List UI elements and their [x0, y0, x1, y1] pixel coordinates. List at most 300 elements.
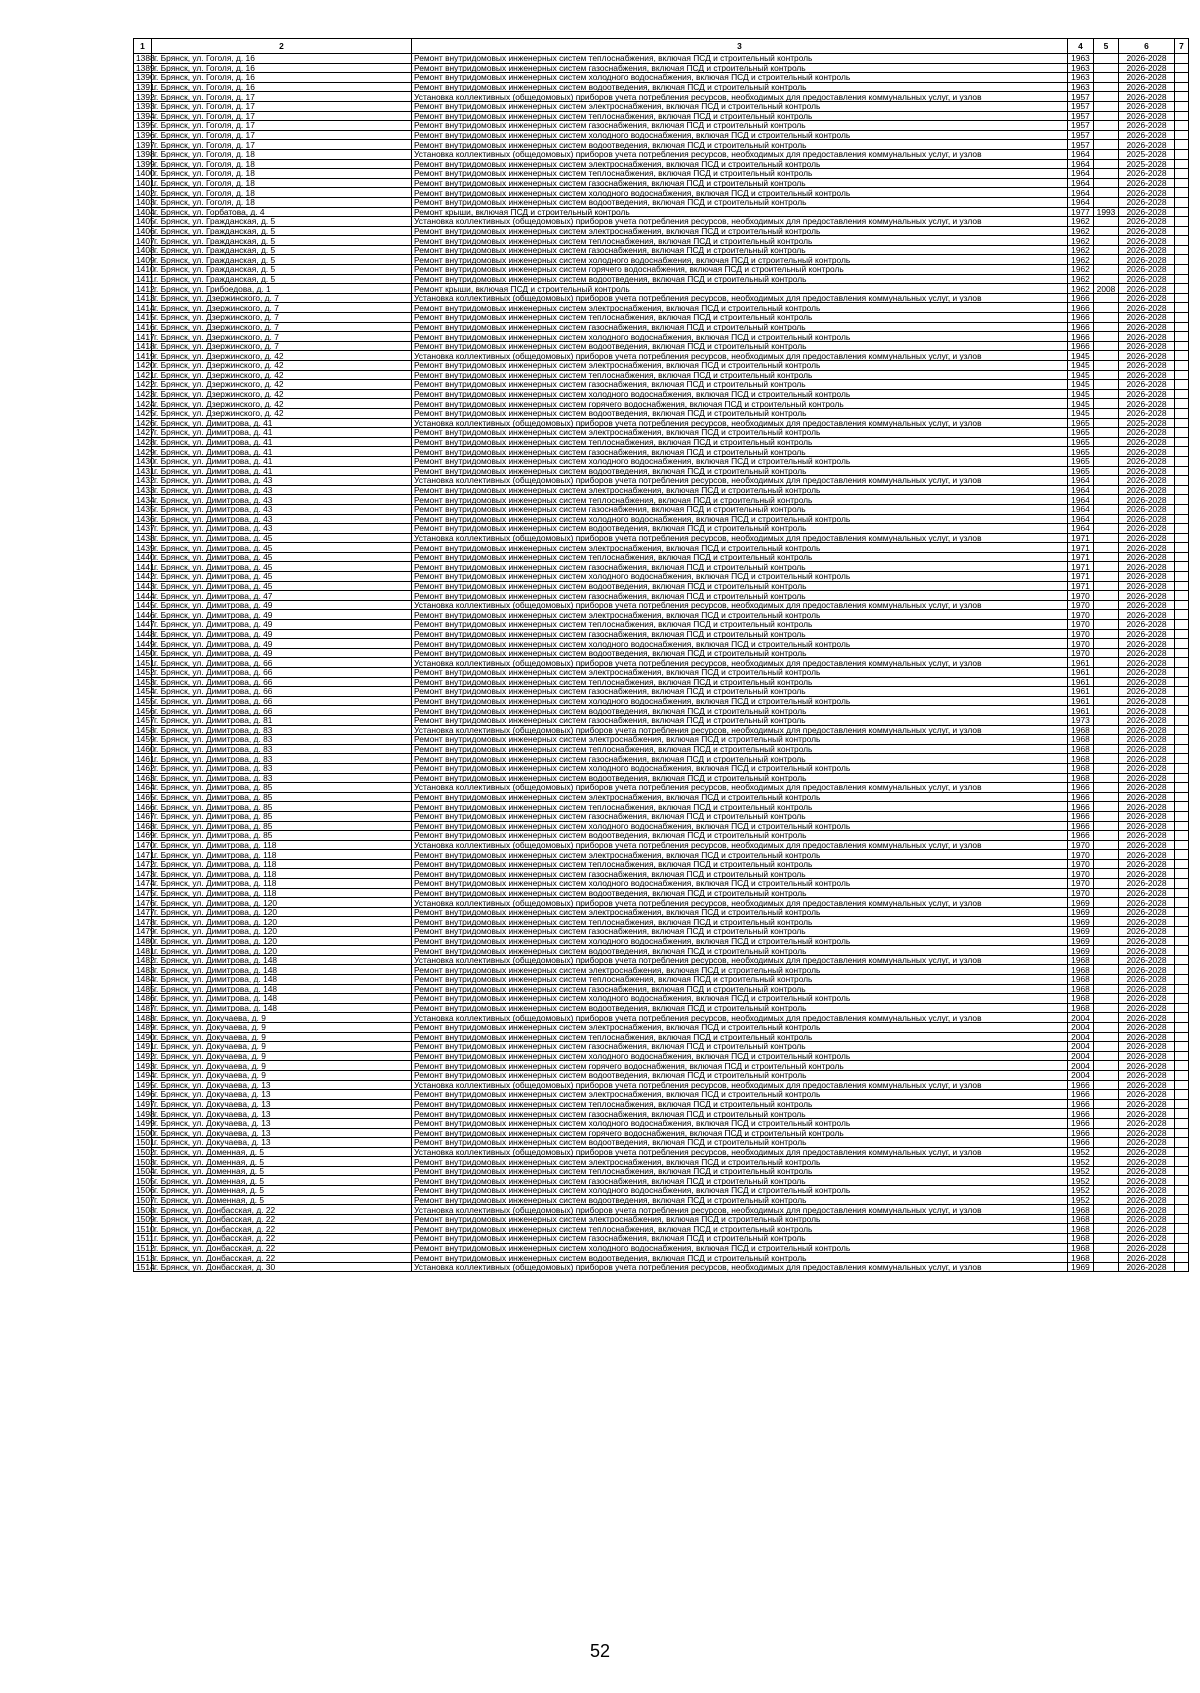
- empty-cell: [1175, 111, 1189, 121]
- address-cell: г. Брянск, ул. Донбасская, д. 22: [152, 1234, 412, 1244]
- work-type-cell: Установка коллективных (общедомовых) приборов учета потребления ресурсов, необходимых для предоставления коммунальных услуг, и узлов: [412, 1013, 1068, 1023]
- empty-cell: [1175, 735, 1189, 745]
- address-cell: г. Брянск, ул. Гражданская, д. 5: [152, 255, 412, 265]
- empty-cell: [1175, 639, 1189, 649]
- table-row: [134, 783, 1189, 793]
- row-number-cell: 1440: [134, 552, 152, 562]
- period-cell: 2026-2028: [1119, 504, 1175, 514]
- work-type-cell: Ремонт внутридомовых инженерных систем водоотведения, включая ПСД и строительный контроль: [412, 408, 1068, 418]
- address-cell: г. Брянск, ул. Димитрова, д. 83: [152, 725, 412, 735]
- empty-cell: [1175, 456, 1189, 466]
- build-year-cell: 1968: [1068, 1003, 1094, 1013]
- repair-year-cell: [1094, 82, 1119, 92]
- work-type-cell: Ремонт внутридомовых инженерных систем теплоснабжения, включая ПСД и строительный контроль: [412, 1099, 1068, 1109]
- period-cell: 2026-2028: [1119, 476, 1175, 486]
- work-type-cell: Ремонт внутридомовых инженерных систем водоотведения, включая ПСД и строительный контроль: [412, 706, 1068, 716]
- period-cell: 2026-2028: [1119, 879, 1175, 889]
- table-row: [134, 907, 1189, 917]
- period-cell: 2026-2028: [1119, 1109, 1175, 1119]
- period-cell: 2026-2028: [1119, 763, 1175, 773]
- empty-cell: [1175, 207, 1189, 217]
- repair-year-cell: [1094, 1186, 1119, 1196]
- address-cell: г. Брянск, ул. Димитрова, д. 49: [152, 629, 412, 639]
- row-number-cell: 1485: [134, 984, 152, 994]
- empty-cell: [1175, 1070, 1189, 1080]
- build-year-cell: 2004: [1068, 1013, 1094, 1023]
- build-year-cell: 1963: [1068, 82, 1094, 92]
- period-cell: 2026-2028: [1119, 811, 1175, 821]
- address-cell: г. Брянск, ул. Грибоедова, д. 1: [152, 284, 412, 294]
- build-year-cell: 1963: [1068, 73, 1094, 83]
- repair-year-cell: [1094, 1195, 1119, 1205]
- empty-cell: [1175, 293, 1189, 303]
- repair-year-cell: [1094, 476, 1119, 486]
- empty-cell: [1175, 533, 1189, 543]
- build-year-cell: 1964: [1068, 504, 1094, 514]
- address-cell: г. Брянск, ул. Димитрова, д. 120: [152, 917, 412, 927]
- build-year-cell: 1964: [1068, 514, 1094, 524]
- work-type-cell: Установка коллективных (общедомовых) приборов учета потребления ресурсов, необходимых для предоставления коммунальных услуг, и узлов: [412, 600, 1068, 610]
- table-row: [134, 1243, 1189, 1253]
- repair-year-cell: [1094, 936, 1119, 946]
- build-year-cell: 1945: [1068, 399, 1094, 409]
- table-row: [134, 936, 1189, 946]
- period-cell: 2026-2028: [1119, 984, 1175, 994]
- work-type-cell: Ремонт внутридомовых инженерных систем теплоснабжения, включая ПСД и строительный контроль: [412, 859, 1068, 869]
- address-cell: г. Брянск, ул. Димитрова, д. 148: [152, 1003, 412, 1013]
- period-cell: 2026-2028: [1119, 936, 1175, 946]
- repair-year-cell: [1094, 946, 1119, 956]
- repair-year-cell: [1094, 687, 1119, 697]
- build-year-cell: 1966: [1068, 293, 1094, 303]
- table-row: [134, 850, 1189, 860]
- repair-year-cell: [1094, 648, 1119, 658]
- repair-year-cell: [1094, 725, 1119, 735]
- table-row: [134, 975, 1189, 985]
- work-type-cell: Ремонт внутридомовых инженерных систем электроснабжения, включая ПСД и строительный контроль: [412, 1090, 1068, 1100]
- period-cell: 2025-2028: [1119, 149, 1175, 159]
- table-row: [134, 332, 1189, 342]
- build-year-cell: 1970: [1068, 840, 1094, 850]
- repair-year-cell: [1094, 111, 1119, 121]
- repair-year-cell: [1094, 581, 1119, 591]
- build-year-cell: 1968: [1068, 744, 1094, 754]
- repair-year-cell: [1094, 1099, 1119, 1109]
- address-cell: г. Брянск, ул. Гоголя, д. 18: [152, 159, 412, 169]
- period-cell: 2026-2028: [1119, 658, 1175, 668]
- address-cell: г. Брянск, ул. Гражданская, д. 5: [152, 217, 412, 227]
- work-type-cell: Ремонт внутридомовых инженерных систем холодного водоснабжения, включая ПСД и строительный контроль: [412, 763, 1068, 773]
- table-row: [134, 1032, 1189, 1042]
- empty-cell: [1175, 783, 1189, 793]
- empty-cell: [1175, 591, 1189, 601]
- empty-cell: [1175, 725, 1189, 735]
- table-row: [134, 1070, 1189, 1080]
- repair-year-cell: [1094, 1070, 1119, 1080]
- table-row: [134, 1051, 1189, 1061]
- work-type-cell: Ремонт внутридомовых инженерных систем теплоснабжения, включая ПСД и строительный контроль: [412, 495, 1068, 505]
- row-number-cell: 1467: [134, 811, 152, 821]
- build-year-cell: 1945: [1068, 408, 1094, 418]
- empty-cell: [1175, 543, 1189, 553]
- build-year-cell: 1969: [1068, 917, 1094, 927]
- build-year-cell: 1973: [1068, 715, 1094, 725]
- row-number-cell: 1511: [134, 1234, 152, 1244]
- build-year-cell: 1957: [1068, 140, 1094, 150]
- work-type-cell: Ремонт внутридомовых инженерных систем газоснабжения, включая ПСД и строительный контроль: [412, 927, 1068, 937]
- row-number-cell: 1400: [134, 169, 152, 179]
- build-year-cell: 1964: [1068, 169, 1094, 179]
- work-type-cell: Ремонт внутридомовых инженерных систем газоснабжения, включая ПСД и строительный контроль: [412, 1042, 1068, 1052]
- repair-year-cell: [1094, 591, 1119, 601]
- address-cell: г. Брянск, ул. Докучаева, д. 9: [152, 1022, 412, 1032]
- period-cell: 2026-2028: [1119, 197, 1175, 207]
- period-cell: 2026-2028: [1119, 351, 1175, 361]
- work-type-cell: Установка коллективных (общедомовых) приборов учета потребления ресурсов, необходимых для предоставления коммунальных услуг, и узлов: [412, 725, 1068, 735]
- work-type-cell: Установка коллективных (общедомовых) приборов учета потребления ресурсов, необходимых для предоставления коммунальных услуг, и узлов: [412, 840, 1068, 850]
- build-year-cell: 2004: [1068, 1070, 1094, 1080]
- address-cell: г. Брянск, ул. Горбатова, д. 4: [152, 207, 412, 217]
- row-number-cell: 1435: [134, 504, 152, 514]
- row-number-cell: 1405: [134, 217, 152, 227]
- empty-cell: [1175, 63, 1189, 73]
- work-type-cell: Ремонт внутридомовых инженерных систем газоснабжения, включая ПСД и строительный контроль: [412, 629, 1068, 639]
- table-row: [134, 1195, 1189, 1205]
- work-type-cell: Ремонт внутридомовых инженерных систем электроснабжения, включая ПСД и строительный контроль: [412, 1214, 1068, 1224]
- work-type-cell: Установка коллективных (общедомовых) приборов учета потребления ресурсов, необходимых для предоставления коммунальных услуг, и узлов: [412, 898, 1068, 908]
- empty-cell: [1175, 466, 1189, 476]
- build-year-cell: 1965: [1068, 437, 1094, 447]
- address-cell: г. Брянск, ул. Димитрова, д. 66: [152, 658, 412, 668]
- empty-cell: [1175, 485, 1189, 495]
- empty-cell: [1175, 169, 1189, 179]
- build-year-cell: 1962: [1068, 217, 1094, 227]
- column-header: 6: [1119, 39, 1175, 54]
- row-number-cell: 1448: [134, 629, 152, 639]
- repair-year-cell: [1094, 975, 1119, 985]
- work-type-cell: Ремонт внутридомовых инженерных систем электроснабжения, включая ПСД и строительный контроль: [412, 1157, 1068, 1167]
- row-number-cell: 1501: [134, 1138, 152, 1148]
- build-year-cell: 1961: [1068, 687, 1094, 697]
- address-cell: г. Брянск, ул. Димитрова, д. 43: [152, 504, 412, 514]
- row-number-cell: 1514: [134, 1262, 152, 1272]
- table-row: [134, 428, 1189, 438]
- build-year-cell: 1968: [1068, 1224, 1094, 1234]
- repair-year-cell: [1094, 994, 1119, 1004]
- period-cell: 2026-2028: [1119, 1243, 1175, 1253]
- empty-cell: [1175, 581, 1189, 591]
- row-number-cell: 1393: [134, 101, 152, 111]
- row-number-cell: 1463: [134, 773, 152, 783]
- work-type-cell: Ремонт внутридомовых инженерных систем холодного водоснабжения, включая ПСД и строительный контроль: [412, 1186, 1068, 1196]
- empty-cell: [1175, 879, 1189, 889]
- row-number-cell: 1425: [134, 408, 152, 418]
- build-year-cell: 1977: [1068, 207, 1094, 217]
- repair-year-cell: [1094, 1234, 1119, 1244]
- table-row: [134, 840, 1189, 850]
- address-cell: г. Брянск, ул. Димитрова, д. 120: [152, 898, 412, 908]
- table-row: [134, 715, 1189, 725]
- empty-cell: [1175, 188, 1189, 198]
- column-header: 1: [134, 39, 152, 54]
- period-cell: 2026-2028: [1119, 1234, 1175, 1244]
- table-row: [134, 130, 1189, 140]
- build-year-cell: 1966: [1068, 811, 1094, 821]
- repair-year-cell: [1094, 63, 1119, 73]
- empty-cell: [1175, 936, 1189, 946]
- repair-year-cell: [1094, 370, 1119, 380]
- empty-cell: [1175, 1214, 1189, 1224]
- empty-cell: [1175, 399, 1189, 409]
- row-number-cell: 1496: [134, 1090, 152, 1100]
- period-cell: 2026-2028: [1119, 668, 1175, 678]
- table-row: [134, 562, 1189, 572]
- row-number-cell: 1494: [134, 1070, 152, 1080]
- work-type-cell: Ремонт внутридомовых инженерных систем газоснабжения, включая ПСД и строительный контроль: [412, 1109, 1068, 1119]
- repair-year-cell: [1094, 293, 1119, 303]
- address-cell: г. Брянск, ул. Димитрова, д. 148: [152, 994, 412, 1004]
- repair-year-cell: [1094, 361, 1119, 371]
- period-cell: 2026-2028: [1119, 994, 1175, 1004]
- build-year-cell: 1961: [1068, 658, 1094, 668]
- build-year-cell: 2004: [1068, 1061, 1094, 1071]
- build-year-cell: 1970: [1068, 629, 1094, 639]
- work-type-cell: Ремонт внутридомовых инженерных систем холодного водоснабжения, включая ПСД и строительный контроль: [412, 696, 1068, 706]
- table-row: [134, 927, 1189, 937]
- empty-cell: [1175, 1032, 1189, 1042]
- table-row: [134, 437, 1189, 447]
- repair-year-cell: [1094, 188, 1119, 198]
- repair-year-cell: [1094, 389, 1119, 399]
- build-year-cell: 1970: [1068, 610, 1094, 620]
- table-row: [134, 658, 1189, 668]
- repair-year-cell: [1094, 1166, 1119, 1176]
- table-row: [134, 1003, 1189, 1013]
- row-number-cell: 1417: [134, 332, 152, 342]
- empty-cell: [1175, 1195, 1189, 1205]
- repair-year-cell: [1094, 917, 1119, 927]
- repair-year-cell: [1094, 802, 1119, 812]
- period-cell: 2026-2028: [1119, 485, 1175, 495]
- row-number-cell: 1492: [134, 1051, 152, 1061]
- build-year-cell: 1966: [1068, 1138, 1094, 1148]
- period-cell: 2026-2028: [1119, 428, 1175, 438]
- address-cell: г. Брянск, ул. Гоголя, д. 17: [152, 101, 412, 111]
- table-row: [134, 466, 1189, 476]
- work-type-cell: Ремонт внутридомовых инженерных систем холодного водоснабжения, включая ПСД и строительный контроль: [412, 130, 1068, 140]
- table-row: [134, 1166, 1189, 1176]
- work-type-cell: Ремонт внутридомовых инженерных систем водоотведения, включая ПСД и строительный контроль: [412, 831, 1068, 841]
- address-cell: г. Брянск, ул. Гоголя, д. 17: [152, 92, 412, 102]
- table-row: [134, 380, 1189, 390]
- empty-cell: [1175, 1128, 1189, 1138]
- table-row: [134, 92, 1189, 102]
- build-year-cell: 1968: [1068, 975, 1094, 985]
- table-row: [134, 533, 1189, 543]
- build-year-cell: 1945: [1068, 389, 1094, 399]
- address-cell: г. Брянск, ул. Доменная, д. 5: [152, 1147, 412, 1157]
- work-type-cell: Ремонт внутридомовых инженерных систем холодного водоснабжения, включая ПСД и строительный контроль: [412, 1051, 1068, 1061]
- repair-year-cell: [1094, 54, 1119, 64]
- period-cell: 2026-2028: [1119, 188, 1175, 198]
- address-cell: г. Брянск, ул. Дзержинского, д. 42: [152, 399, 412, 409]
- table-row: [134, 552, 1189, 562]
- repair-year-cell: [1094, 351, 1119, 361]
- repair-year-cell: [1094, 130, 1119, 140]
- build-year-cell: 1966: [1068, 313, 1094, 323]
- empty-cell: [1175, 811, 1189, 821]
- build-year-cell: 1970: [1068, 869, 1094, 879]
- address-cell: г. Брянск, ул. Гоголя, д. 18: [152, 178, 412, 188]
- period-cell: 2026-2028: [1119, 370, 1175, 380]
- build-year-cell: 1966: [1068, 322, 1094, 332]
- row-number-cell: 1430: [134, 456, 152, 466]
- address-cell: г. Брянск, ул. Докучаева, д. 9: [152, 1013, 412, 1023]
- work-type-cell: Ремонт внутридомовых инженерных систем газоснабжения, включая ПСД и строительный контроль: [412, 811, 1068, 821]
- row-number-cell: 1495: [134, 1080, 152, 1090]
- period-cell: 2026-2028: [1119, 552, 1175, 562]
- row-number-cell: 1428: [134, 437, 152, 447]
- table-row: [134, 236, 1189, 246]
- address-cell: г. Брянск, ул. Димитрова, д. 118: [152, 859, 412, 869]
- work-type-cell: Установка коллективных (общедомовых) приборов учета потребления ресурсов, необходимых для предоставления коммунальных услуг, и узлов: [412, 1262, 1068, 1272]
- address-cell: г. Брянск, ул. Димитрова, д. 45: [152, 533, 412, 543]
- empty-cell: [1175, 994, 1189, 1004]
- build-year-cell: 1968: [1068, 754, 1094, 764]
- work-type-cell: Ремонт внутридомовых инженерных систем теплоснабжения, включая ПСД и строительный контроль: [412, 1166, 1068, 1176]
- empty-cell: [1175, 121, 1189, 131]
- build-year-cell: 1966: [1068, 303, 1094, 313]
- address-cell: г. Брянск, ул. Дзержинского, д. 42: [152, 351, 412, 361]
- period-cell: 2026-2028: [1119, 648, 1175, 658]
- work-type-cell: Установка коллективных (общедомовых) приборов учета потребления ресурсов, необходимых для предоставления коммунальных услуг, и узлов: [412, 1147, 1068, 1157]
- empty-cell: [1175, 965, 1189, 975]
- empty-cell: [1175, 1013, 1189, 1023]
- repair-year-cell: [1094, 792, 1119, 802]
- table-row: [134, 620, 1189, 630]
- period-cell: 2026-2028: [1119, 888, 1175, 898]
- empty-cell: [1175, 927, 1189, 937]
- build-year-cell: 1957: [1068, 130, 1094, 140]
- work-type-cell: Ремонт внутридомовых инженерных систем теплоснабжения, включая ПСД и строительный контроль: [412, 437, 1068, 447]
- row-number-cell: 1451: [134, 658, 152, 668]
- address-cell: г. Брянск, ул. Димитрова, д. 49: [152, 620, 412, 630]
- build-year-cell: 1970: [1068, 600, 1094, 610]
- repair-year-cell: [1094, 620, 1119, 630]
- row-number-cell: 1503: [134, 1157, 152, 1167]
- period-cell: 2025-2028: [1119, 418, 1175, 428]
- period-cell: 2026-2028: [1119, 495, 1175, 505]
- empty-cell: [1175, 1147, 1189, 1157]
- work-type-cell: Ремонт внутридомовых инженерных систем теплоснабжения, включая ПСД и строительный контроль: [412, 552, 1068, 562]
- build-year-cell: 1970: [1068, 859, 1094, 869]
- build-year-cell: 1952: [1068, 1176, 1094, 1186]
- table-row: [134, 725, 1189, 735]
- table-row: [134, 1224, 1189, 1234]
- table-row: [134, 226, 1189, 236]
- row-number-cell: 1416: [134, 322, 152, 332]
- row-number-cell: 1464: [134, 783, 152, 793]
- row-number-cell: 1475: [134, 888, 152, 898]
- work-type-cell: Ремонт внутридомовых инженерных систем водоотведения, включая ПСД и строительный контроль: [412, 888, 1068, 898]
- empty-cell: [1175, 1118, 1189, 1128]
- address-cell: г. Брянск, ул. Доменная, д. 5: [152, 1176, 412, 1186]
- work-type-cell: Ремонт внутридомовых инженерных систем теплоснабжения, включая ПСД и строительный контроль: [412, 313, 1068, 323]
- period-cell: 2026-2028: [1119, 1003, 1175, 1013]
- address-cell: г. Брянск, ул. Гражданская, д. 5: [152, 226, 412, 236]
- table-row: [134, 504, 1189, 514]
- row-number-cell: 1433: [134, 485, 152, 495]
- row-number-cell: 1505: [134, 1176, 152, 1186]
- row-number-cell: 1482: [134, 955, 152, 965]
- repair-year-cell: [1094, 783, 1119, 793]
- build-year-cell: 2004: [1068, 1022, 1094, 1032]
- period-cell: 2026-2028: [1119, 792, 1175, 802]
- address-cell: г. Брянск, ул. Докучаева, д. 13: [152, 1138, 412, 1148]
- build-year-cell: 1966: [1068, 802, 1094, 812]
- repair-year-cell: [1094, 428, 1119, 438]
- period-cell: 2026-2028: [1119, 236, 1175, 246]
- period-cell: 2026-2028: [1119, 341, 1175, 351]
- build-year-cell: 1963: [1068, 54, 1094, 64]
- period-cell: 2026-2028: [1119, 898, 1175, 908]
- address-cell: г. Брянск, ул. Димитрова, д. 118: [152, 888, 412, 898]
- build-year-cell: 1962: [1068, 255, 1094, 265]
- empty-cell: [1175, 792, 1189, 802]
- empty-cell: [1175, 917, 1189, 927]
- period-cell: 2026-2028: [1119, 313, 1175, 323]
- build-year-cell: 1965: [1068, 466, 1094, 476]
- row-number-cell: 1401: [134, 178, 152, 188]
- build-year-cell: 1968: [1068, 735, 1094, 745]
- work-type-cell: Ремонт внутридомовых инженерных систем электроснабжения, включая ПСД и строительный контроль: [412, 1022, 1068, 1032]
- empty-cell: [1175, 226, 1189, 236]
- work-type-cell: Ремонт внутридомовых инженерных систем электроснабжения, включая ПСД и строительный контроль: [412, 668, 1068, 678]
- address-cell: г. Брянск, ул. Гоголя, д. 18: [152, 197, 412, 207]
- row-number-cell: 1506: [134, 1186, 152, 1196]
- column-header: 4: [1068, 39, 1094, 54]
- table-row: [134, 831, 1189, 841]
- empty-cell: [1175, 1243, 1189, 1253]
- address-cell: г. Брянск, ул. Дзержинского, д. 7: [152, 303, 412, 313]
- repair-year-cell: [1094, 149, 1119, 159]
- build-year-cell: 1952: [1068, 1147, 1094, 1157]
- address-cell: г. Брянск, ул. Гоголя, д. 16: [152, 82, 412, 92]
- row-number-cell: 1420: [134, 361, 152, 371]
- repair-year-cell: [1094, 1157, 1119, 1167]
- repair-year-cell: [1094, 1013, 1119, 1023]
- repair-year-cell: [1094, 610, 1119, 620]
- work-type-cell: Ремонт внутридомовых инженерных систем газоснабжения, включая ПСД и строительный контроль: [412, 245, 1068, 255]
- period-cell: 2026-2028: [1119, 101, 1175, 111]
- row-number-cell: 1491: [134, 1042, 152, 1052]
- empty-cell: [1175, 955, 1189, 965]
- address-cell: г. Брянск, ул. Доменная, д. 5: [152, 1195, 412, 1205]
- table-row: [134, 802, 1189, 812]
- address-cell: г. Брянск, ул. Дзержинского, д. 42: [152, 380, 412, 390]
- repair-year-cell: [1094, 159, 1119, 169]
- address-cell: г. Брянск, ул. Димитрова, д. 120: [152, 946, 412, 956]
- work-type-cell: Ремонт внутридомовых инженерных систем холодного водоснабжения, включая ПСД и строительный контроль: [412, 639, 1068, 649]
- empty-cell: [1175, 1042, 1189, 1052]
- address-cell: г. Брянск, ул. Дзержинского, д. 42: [152, 361, 412, 371]
- document-page: [133, 38, 1188, 1272]
- repair-year-cell: [1094, 658, 1119, 668]
- table-row: [134, 485, 1189, 495]
- work-type-cell: Ремонт внутридомовых инженерных систем газоснабжения, включая ПСД и строительный контроль: [412, 63, 1068, 73]
- empty-cell: [1175, 1253, 1189, 1263]
- address-cell: г. Брянск, ул. Димитрова, д. 120: [152, 907, 412, 917]
